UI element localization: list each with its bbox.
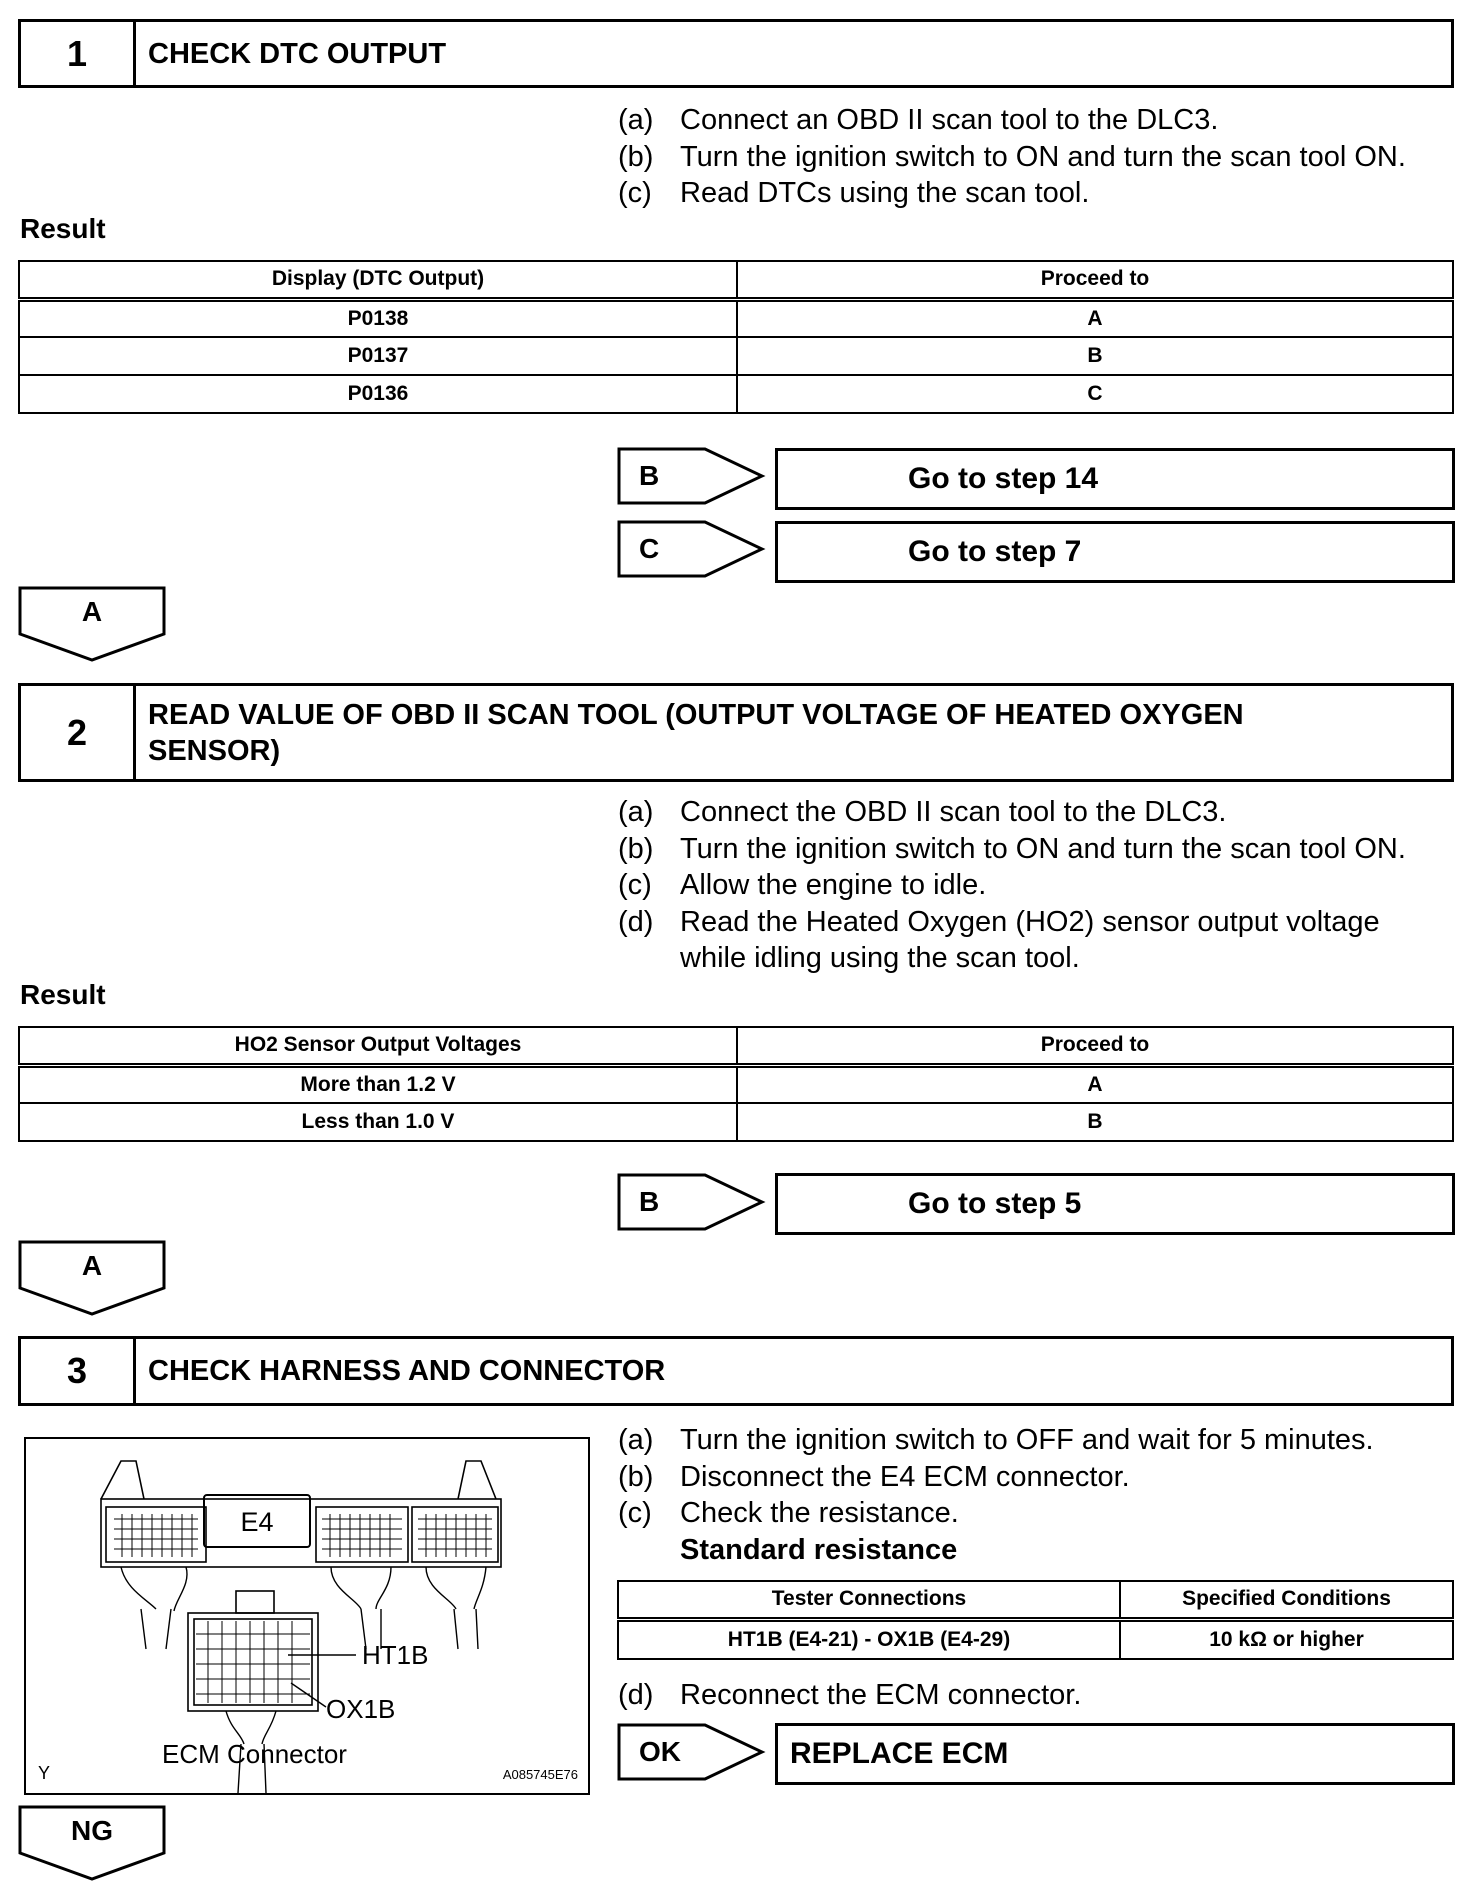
- table-row: P0138 A: [19, 299, 1453, 337]
- instruction-item: (c) Check the resistance.: [618, 1497, 959, 1529]
- goto-step-5-box: Go to step 5: [775, 1173, 1455, 1235]
- dtc-result-table: [18, 260, 1454, 414]
- step-2-instructions: [618, 794, 1406, 977]
- ecm-connector-diagram: [26, 1439, 588, 1793]
- instruction-item: (c) Allow the engine to idle.: [618, 869, 987, 901]
- table-row: Less than 1.0 V B: [19, 1103, 1453, 1141]
- instruction-item: (b) Turn the ignition switch to ON and turn the scan tool ON.: [618, 832, 1406, 865]
- instruction-item: (d) Read the Heated Oxygen (HO2) sensor output voltage while idling using the scan tool.: [618, 905, 1380, 974]
- connector-label: E4: [240, 1507, 274, 1537]
- table-header: Proceed to: [737, 261, 1453, 299]
- instruction-item: (a) Connect an OBD II scan tool to the DLC3.: [618, 104, 1219, 136]
- instruction-item: (b) Turn the ignition switch to ON and turn the scan tool ON.: [618, 140, 1406, 173]
- figure-id: A085745E76: [502, 1767, 578, 1782]
- step-number: 2: [21, 686, 136, 779]
- resistance-table: [617, 1580, 1454, 1660]
- result-label: Result: [20, 213, 106, 244]
- goto-step-7-box: Go to step 7: [775, 521, 1455, 583]
- step-1-header: [18, 19, 1454, 88]
- branch-ok-arrow: OK: [617, 1723, 767, 1781]
- step-3-header: [18, 1336, 1454, 1406]
- figure-caption: ECM Connector: [162, 1739, 347, 1769]
- result-label: Result: [20, 979, 106, 1010]
- table-header: Display (DTC Output): [19, 261, 737, 299]
- instruction-item: (b) Disconnect the E4 ECM connector.: [618, 1460, 1130, 1493]
- step-number: 1: [21, 22, 136, 85]
- table-row: P0136 C: [19, 375, 1453, 413]
- continue-a-arrow: A: [18, 1240, 166, 1316]
- instruction-item: (a) Turn the ignition switch to OFF and wait for 5 minutes.: [618, 1424, 1374, 1456]
- table-row: HT1B (E4-21) - OX1B (E4-29) 10 kΩ or higher: [618, 1619, 1453, 1659]
- replace-ecm-box: REPLACE ECM: [775, 1723, 1455, 1785]
- table-header: Proceed to: [737, 1027, 1453, 1065]
- table-row: P0137 B: [19, 337, 1453, 375]
- pin-ox1b-label: OX1B: [326, 1694, 396, 1724]
- instruction-item: (a) Connect the OBD II scan tool to the DLC3.: [618, 796, 1227, 828]
- step-title: CHECK DTC OUTPUT: [148, 37, 447, 70]
- standard-resistance-label: Standard resistance: [680, 1533, 958, 1566]
- step-title: CHECK HARNESS AND CONNECTOR: [148, 1355, 666, 1387]
- step-1-instructions: [618, 102, 1406, 212]
- ho2-result-table: [18, 1026, 1454, 1142]
- branch-c-arrow: C: [617, 520, 767, 578]
- branch-b-arrow: B: [617, 447, 767, 505]
- table-header: HO2 Sensor Output Voltages: [19, 1027, 737, 1065]
- step-number: 3: [21, 1339, 136, 1403]
- ecm-connector-figure: [24, 1437, 590, 1795]
- step-2-header: [18, 683, 1454, 782]
- continue-a-arrow: A: [18, 586, 166, 662]
- branch-b-arrow: B: [617, 1173, 767, 1231]
- step-title: READ VALUE OF OBD II SCAN TOOL (OUTPUT VOLTAGE OF HEATED OXYGEN SENSOR): [148, 698, 1244, 767]
- goto-step-14-box: Go to step 14: [775, 448, 1455, 510]
- continue-ng-arrow: NG: [18, 1805, 166, 1881]
- table-header: Specified Conditions: [1120, 1581, 1453, 1619]
- table-row: More than 1.2 V A: [19, 1065, 1453, 1103]
- pin-ht1b-label: HT1B: [362, 1640, 429, 1670]
- instruction-item: (c) Read DTCs using the scan tool.: [618, 177, 1090, 209]
- table-header: Tester Connections: [618, 1581, 1120, 1619]
- step-3-instructions: [618, 1422, 1374, 1568]
- step-3-instruction-d: (d) Reconnect the ECM connector.: [618, 1679, 1082, 1711]
- corner-mark: Y: [38, 1763, 51, 1783]
